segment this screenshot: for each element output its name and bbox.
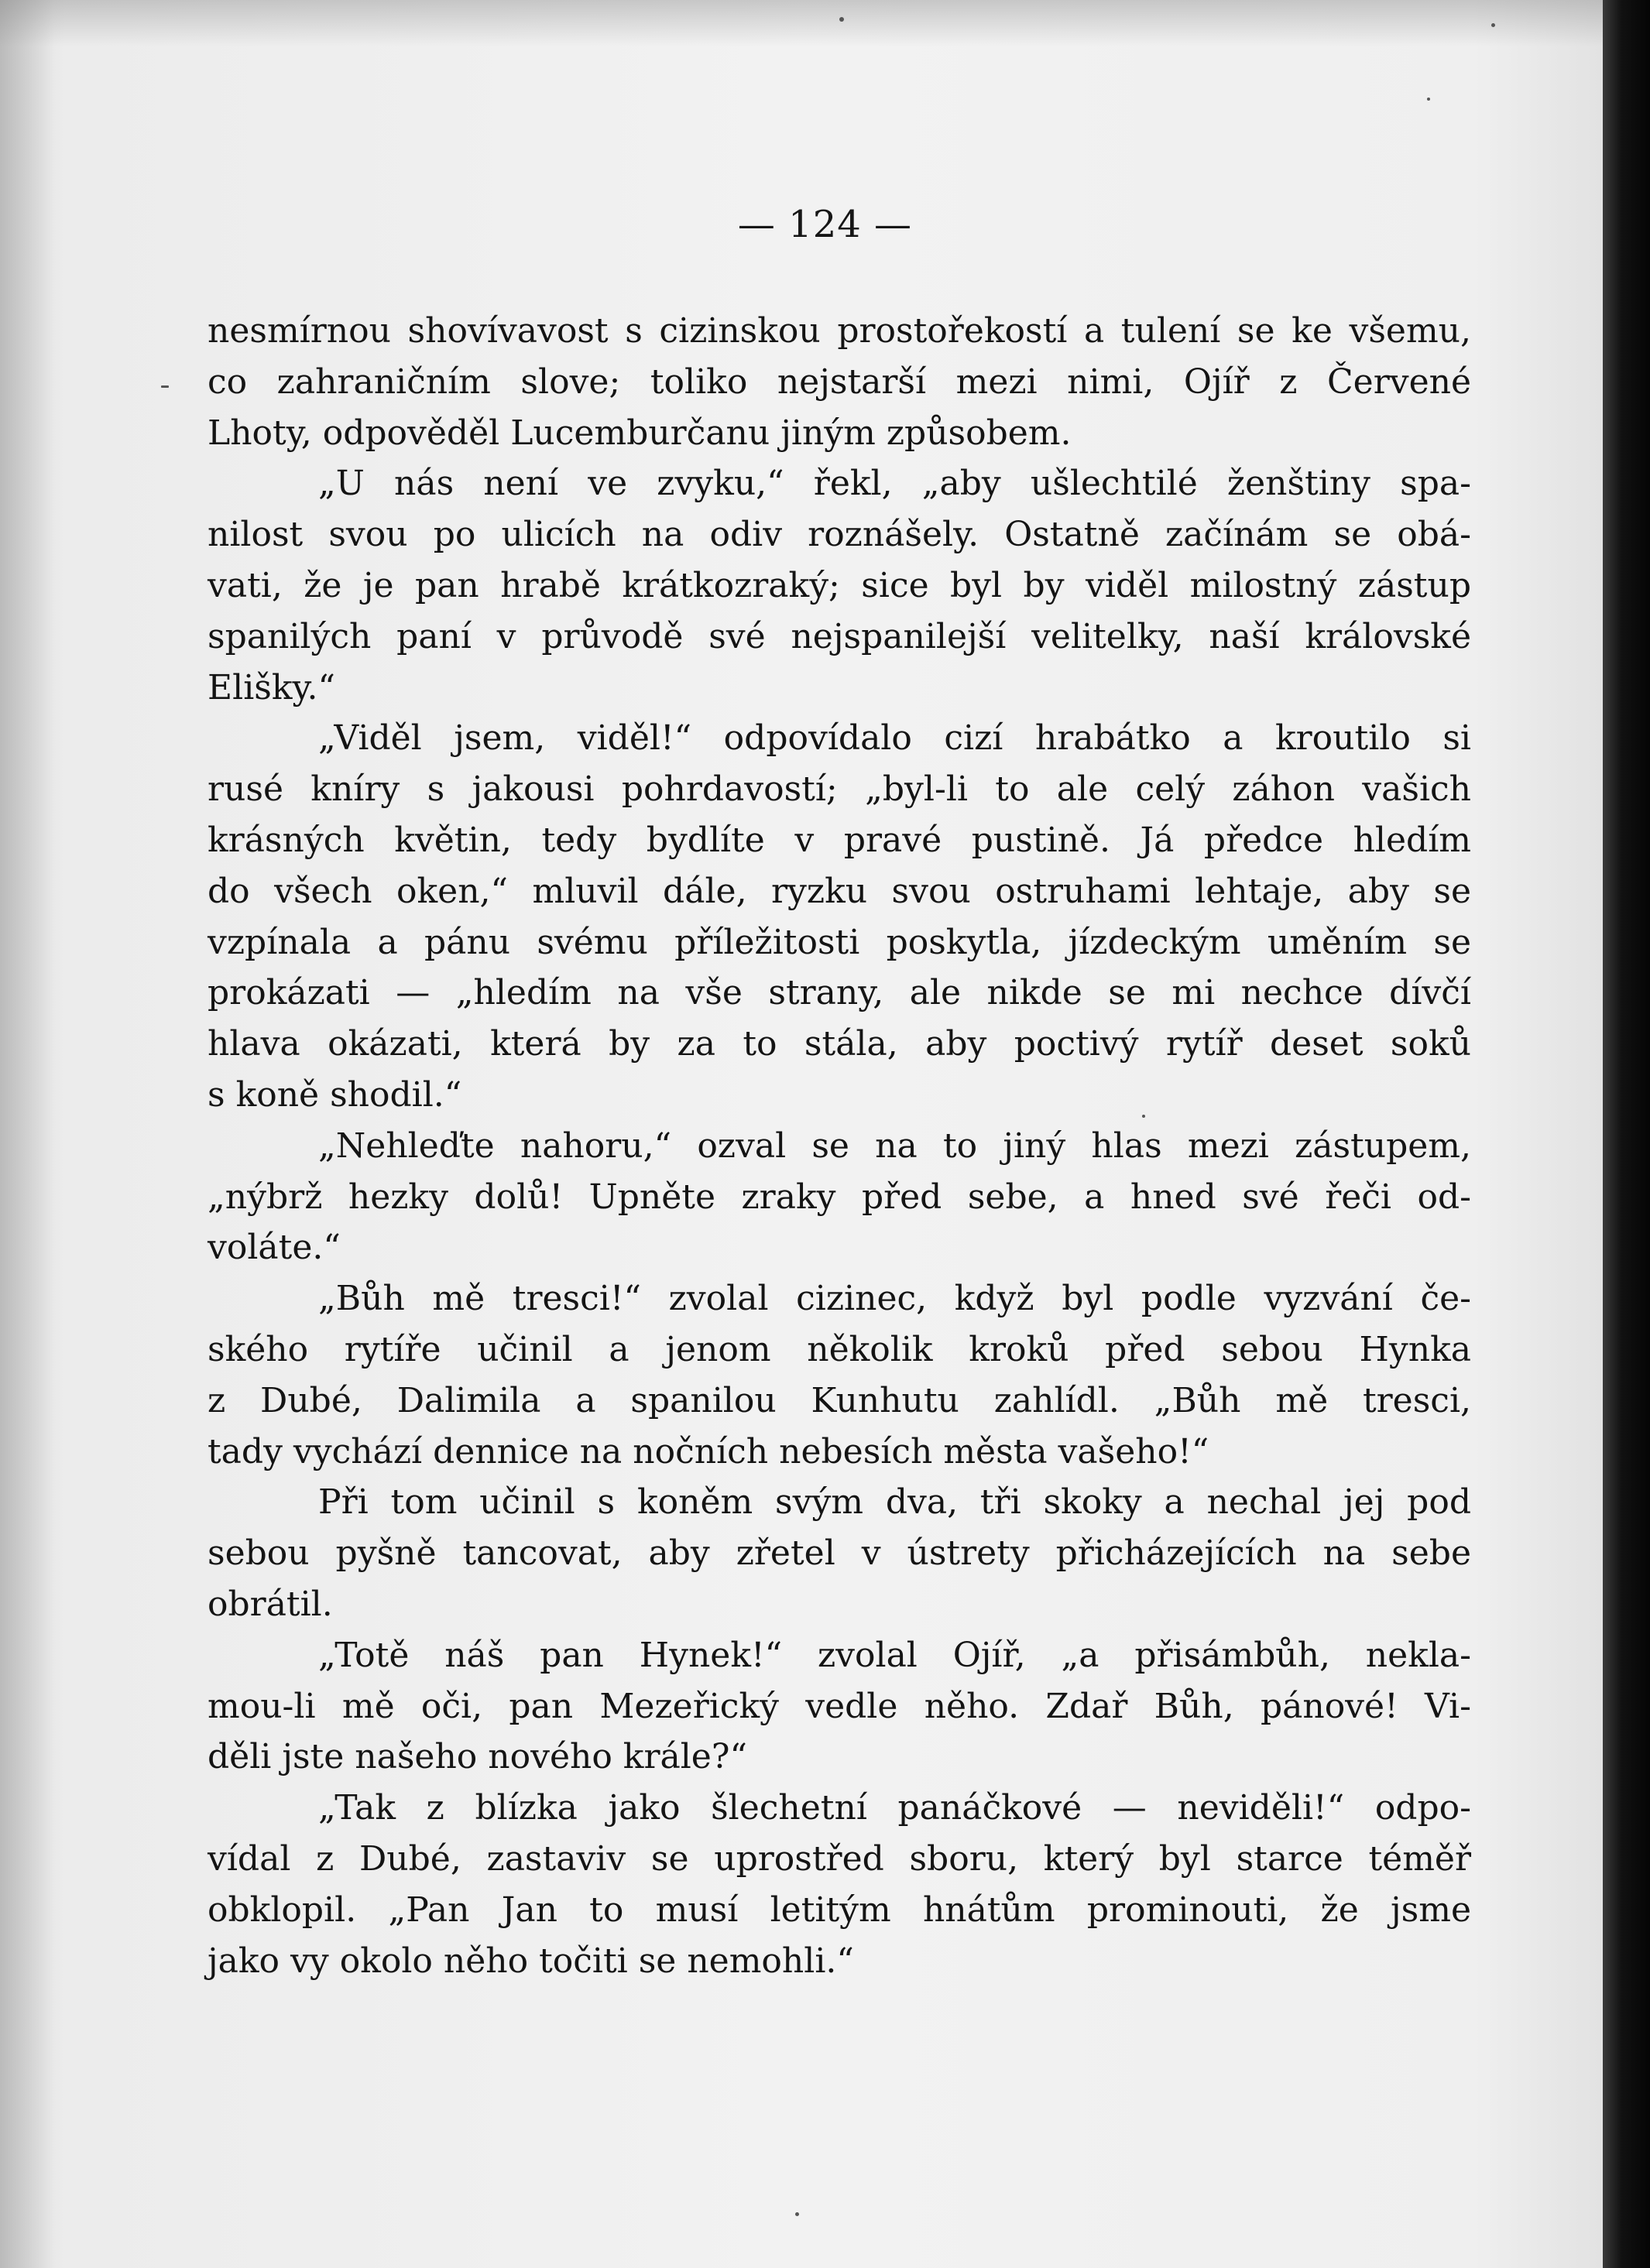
text-line: sebou pyšně tancovat, aby zřetel v ústrety přicházejících na sebe	[208, 1533, 1471, 1574]
text-line: nilost svou po ulicích na odiv roznášely. Ostatně začínám se obá-	[208, 515, 1471, 555]
text-line: do všech oken,“ mluvil dále, ryzku svou ostruhami lehtaje, aby se	[208, 871, 1471, 911]
text-line: hlava okázati, která by za to stála, aby poctivý rytíř deset soků	[208, 1024, 1471, 1064]
text-line: prokázati — „hledím na vše strany, ale nikde se mi nechce dívčí	[208, 973, 1471, 1013]
text-line: „Nehleďte nahoru,“ ozval se na to jiný hlas mezi zástupem,	[318, 1125, 1471, 1166]
page-left-shading	[0, 0, 54, 2268]
text-line: nesmírnou shovívavost s cizinskou prostořekostí a tulení se ke všemu,	[208, 311, 1471, 351]
text-line: vzpínala a pánu svému příležitosti poskytla, jízdeckým uměním se	[208, 922, 1471, 962]
text-line: voláte.“	[208, 1228, 341, 1268]
scan-speck	[839, 17, 844, 22]
text-line: s koně shodil.“	[208, 1074, 462, 1115]
text-line: rusé kníry s jakousi pohrdavostí; „byl-li to ale celý záhon vašich	[208, 769, 1471, 810]
text-line: spanilých paní v průvodě své nejspanilejší velitelky, naší královské	[208, 616, 1471, 656]
text-line: „Totě náš pan Hynek!“ zvolal Ojíř, „a přisámbůh, nekla-	[318, 1635, 1471, 1675]
page-top-shading	[0, 0, 1603, 46]
text-line: „U nás není ve zvyku,“ řekl, „aby ušlechtilé ženštiny spa-	[318, 464, 1471, 504]
text-line: Při tom učinil s koněm svým dva, tři skoky a nechal jej pod	[318, 1482, 1471, 1523]
text-line: Elišky.“	[208, 667, 335, 707]
text-line: ského rytíře učinil a jenom několik kroků před sebou Hynka	[208, 1329, 1471, 1369]
text-line: „Bůh mě tresci!“ zvolal cizinec, když byl podle vyzvání če-	[318, 1279, 1471, 1319]
text-line: děli jste našeho nového krále?“	[208, 1737, 747, 1777]
text-line: tady vychází dennice na nočních nebesích města vašeho!“	[208, 1431, 1209, 1471]
scan-speck	[795, 2212, 799, 2216]
page-number: — 124 —	[737, 203, 913, 246]
text-line: obklopil. „Pan Jan to musí letitým hnátům prominouti, že jsme	[208, 1889, 1471, 1930]
text-line: krásných květin, tedy bydlíte v pravé pustině. Já předce hledím	[208, 820, 1471, 860]
text-line: „Tak z blízka jako šlechetní panáčkové — neviděli!“ odpo-	[318, 1788, 1471, 1828]
text-line: jako vy okolo něho točiti se nemohli.“	[208, 1941, 854, 1981]
scan-speck	[1491, 23, 1495, 27]
text-line: Lhoty, odpověděl Lucemburčanu jiným způsobem.	[208, 413, 1072, 453]
text-line: „nýbrž hezky dolů! Upněte zraky před sebe, a hned své řeči od-	[208, 1177, 1471, 1217]
text-line: co zahraničním slove; toliko nejstarší mezi nimi, Ojíř z Červené	[208, 361, 1471, 402]
scan-speck	[161, 385, 169, 388]
text-line: mou-li mě oči, pan Mezeřický vedle něho. Zdař Bůh, pánové! Vi-	[208, 1686, 1471, 1726]
text-line: „Viděl jsem, viděl!“ odpovídalo cizí hrabátko a kroutilo si	[318, 718, 1471, 759]
text-line: vati, že je pan hrabě krátkozraký; sice byl by viděl milostný zástup	[208, 565, 1471, 605]
body-text	[208, 306, 1471, 1986]
scan-speck	[1427, 98, 1430, 101]
text-line: vídal z Dubé, zastaviv se uprostřed sboru, který byl starce téměř	[208, 1838, 1471, 1879]
text-line: z Dubé, Dalimila a spanilou Kunhutu zahlídl. „Bůh mě tresci,	[208, 1380, 1471, 1420]
text-line: obrátil.	[208, 1584, 333, 1624]
page-binding-shadow	[1603, 0, 1650, 2268]
